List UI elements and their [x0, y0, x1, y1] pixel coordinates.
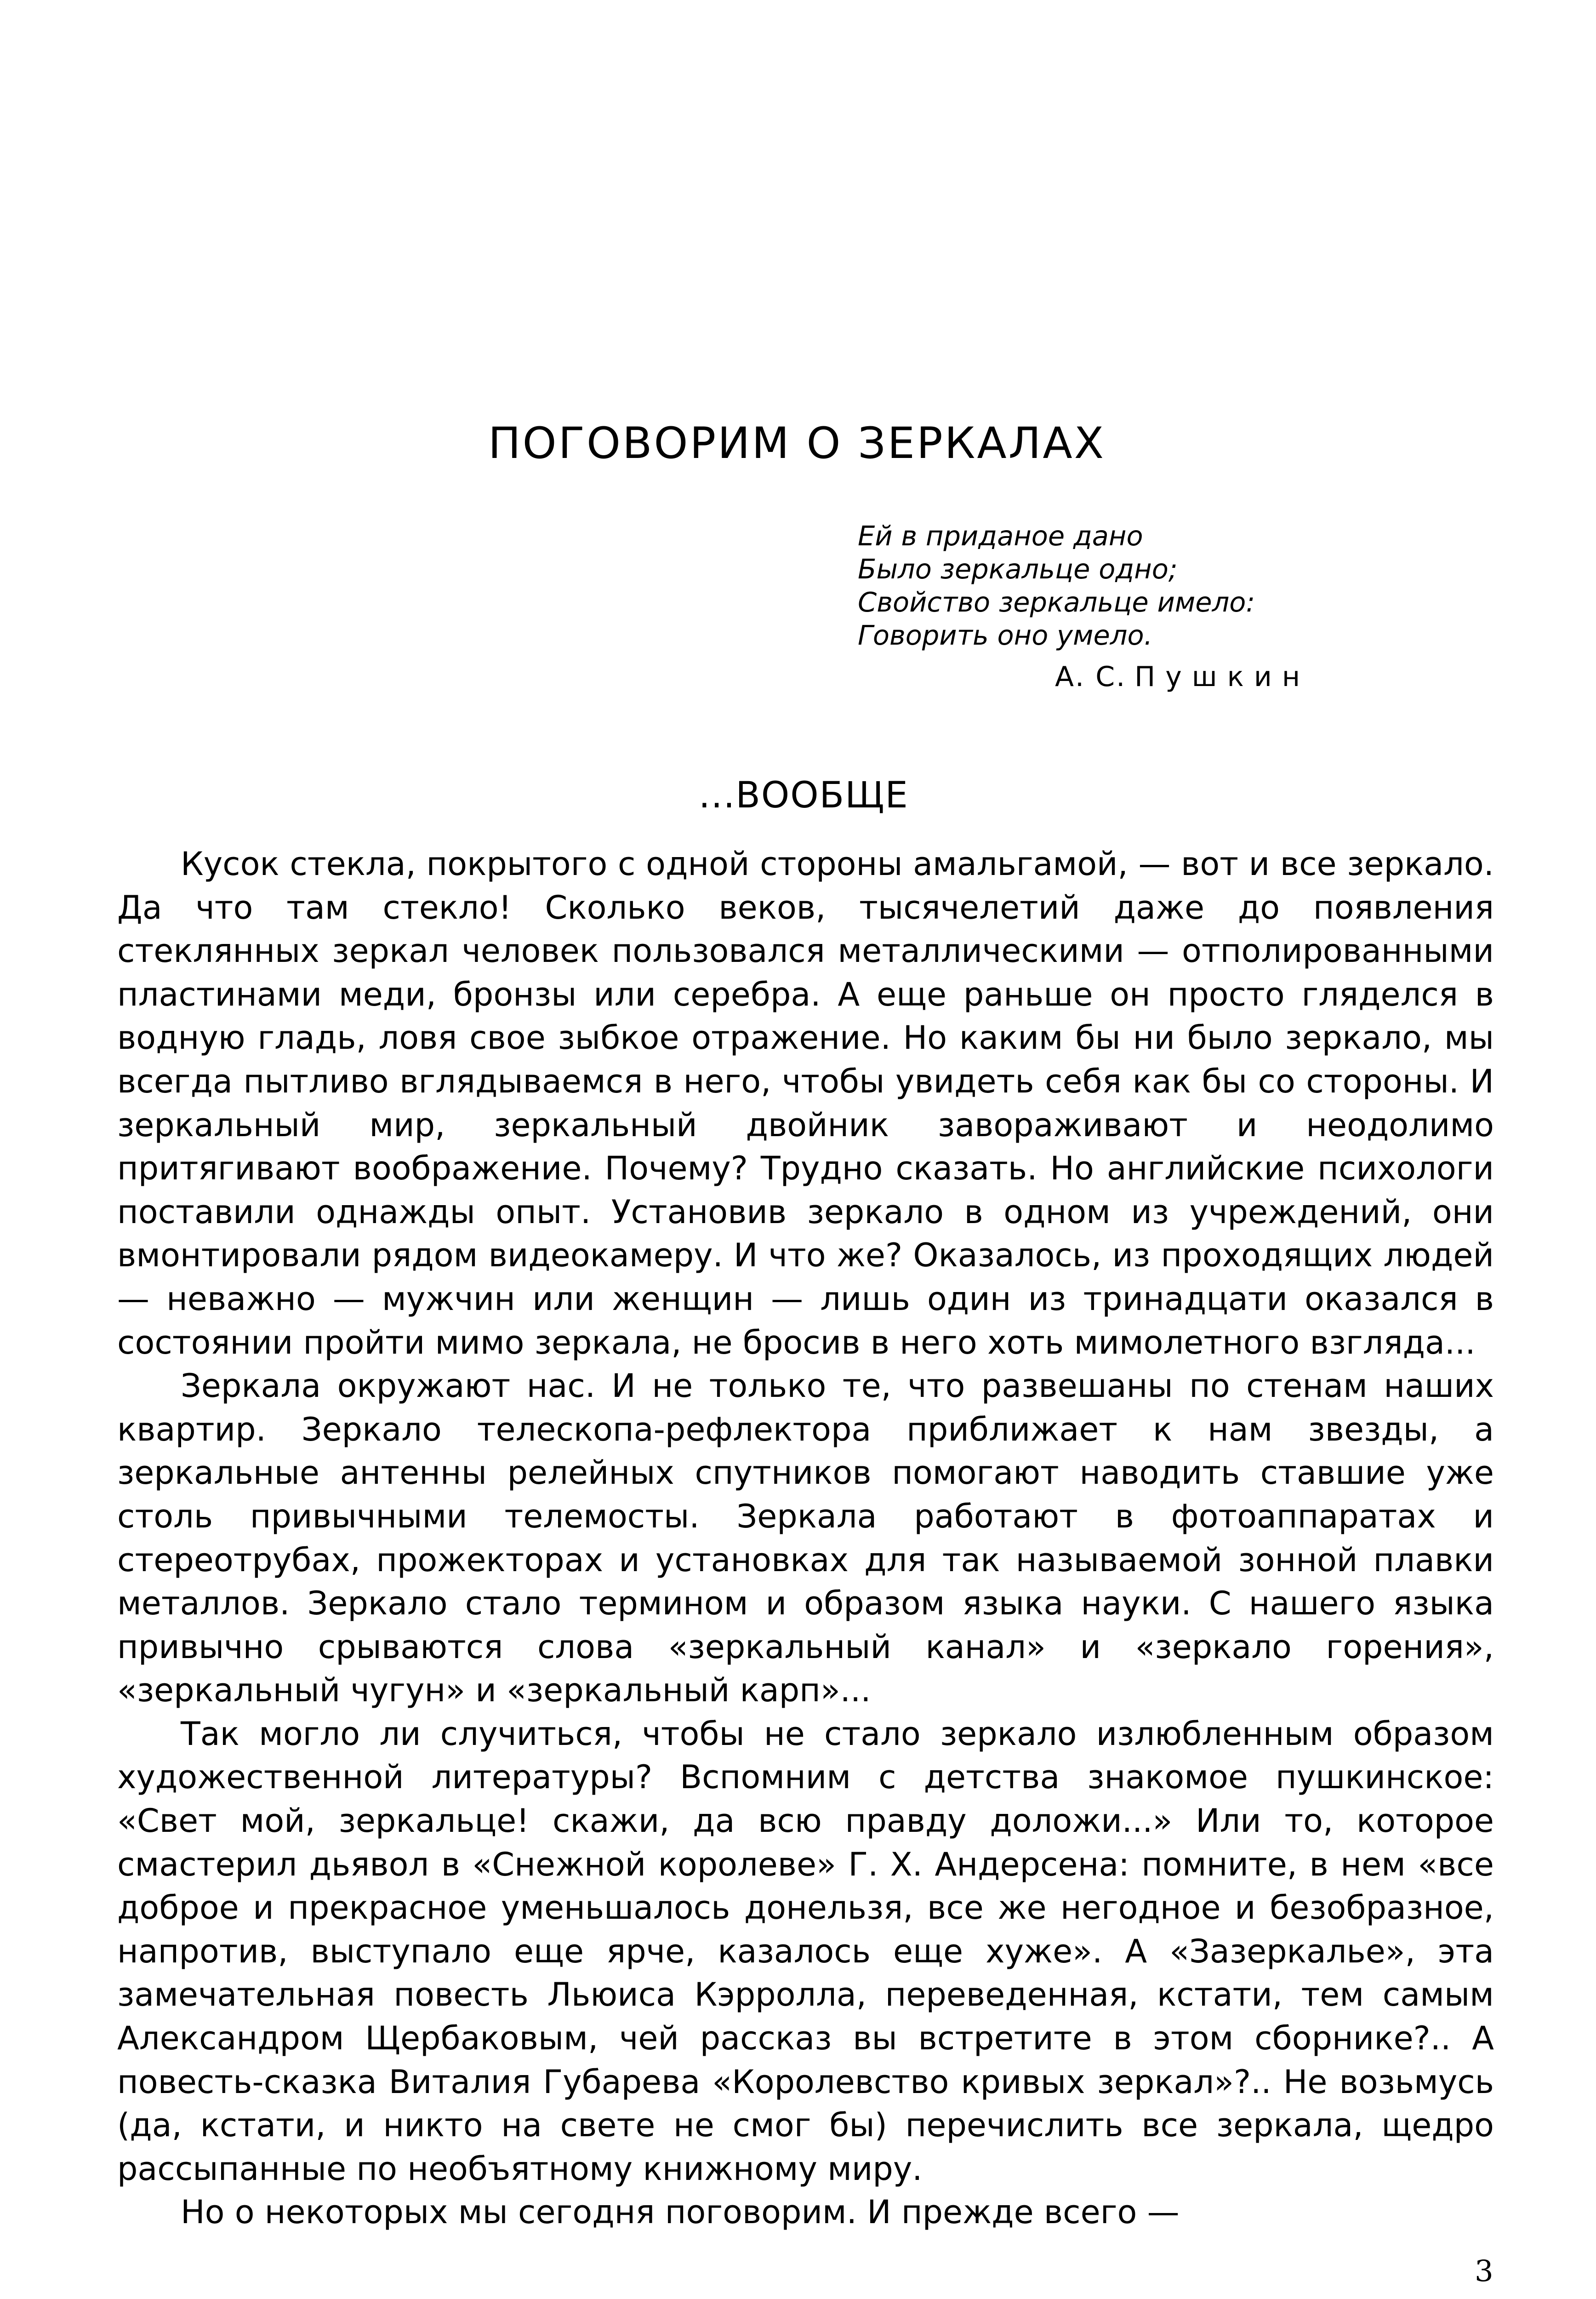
author-surname: Пушкин [1134, 661, 1311, 693]
section-heading: ...ВООБЩЕ [699, 775, 909, 816]
page-number: 3 [1475, 2254, 1493, 2288]
epigraph-line: Свойство зеркальце имело: [858, 586, 1255, 618]
paragraph: Зеркала окружают нас. И не только те, что развешаны по стенам наших квартир. Зеркало телескопа-рефлектора приближает к нам звезды, а зеркальные антенны релейных спутников помогают наводить ставшие уже столь привычными телемосты. Зеркала работают в фотоаппаратах и стереотрубах, прожекторах и установках для так называемой зонной плавки металлов. Зеркало стало термином и образом языка науки. С нашего языка привычно срываются слова «зеркальный канал» и «зеркало горения», «зеркальный чугун» и «зеркальный карп»... [117, 1367, 1494, 1710]
epigraph-author [1055, 660, 1310, 693]
paragraph: Кусок стекла, покрытого с одной стороны амальгамой, — вот и все зеркало. Да что там стекло! Сколько веков, тысячелетий даже до появления стеклянных зеркал человек пользовался металлическими — отполированными пластинами меди, бронзы или серебра. А еще раньше он просто гляделся в водную гладь, ловя свое зыбкое отражение. Но каким бы ни было зеркало, мы всегда пытливо вглядываемся в него, чтобы увидеть себя как бы со стороны. И зеркальный мир, зеркальный двойник завораживают и неодолимо притягивают воображение. Почему? Трудно сказать. Но английские психологи поставили однажды опыт. Установив зеркало в одном из учреждений, они вмонтировали рядом видеокамеру. И что же? Оказалось, из проходящих людей — неважно — мужчин или женщин — лишь один из тринадцати оказался в состоянии пройти мимо зеркала, не бросив в него хоть мимолетного взгляда... [117, 845, 1494, 1361]
epigraph-line: Было зеркальце одно; [858, 553, 1178, 585]
paragraph: Но о некоторых мы сегодня поговорим. И прежде всего — [181, 2193, 1180, 2231]
page-title: ПОГОВОРИМ О ЗЕРКАЛАХ [488, 418, 1106, 469]
epigraph-line: Ей в приданое дано [858, 520, 1143, 552]
author-initials: А. С. [1055, 661, 1127, 693]
paragraph: Так могло ли случиться, чтобы не стало зеркало излюбленным образом художественной литературы? Вспомним с детства знакомое пушкинское: «Свет мой, зеркальце! скажи, да всю правду доложи...» Или то, которое смастерил дьявол в «Снежной королеве» Г. Х. Андерсена: помните, в нем «все доброе и прекрасное уменьшалось донельзя, все же негодное и безобразное, напротив, выступало еще ярче, казалось еще хуже». А «Зазеркалье», эта замечательная повесть Льюиса Кэрролла, переведенная, кстати, тем самым Александром Щербаковым, чей рассказ вы встретите в этом сборнике?.. А повесть-сказка Виталия Губарева «Королевство кривых зеркал»?.. Не возьмусь (да, кстати, и никто на свете не смог бы) перечислить все зеркала, щедро рассыпанные по необъятному книжному миру. [117, 1715, 1494, 2188]
epigraph [858, 520, 1363, 652]
body-text [117, 842, 1494, 2234]
epigraph-line: Говорить оно умело. [858, 619, 1153, 651]
